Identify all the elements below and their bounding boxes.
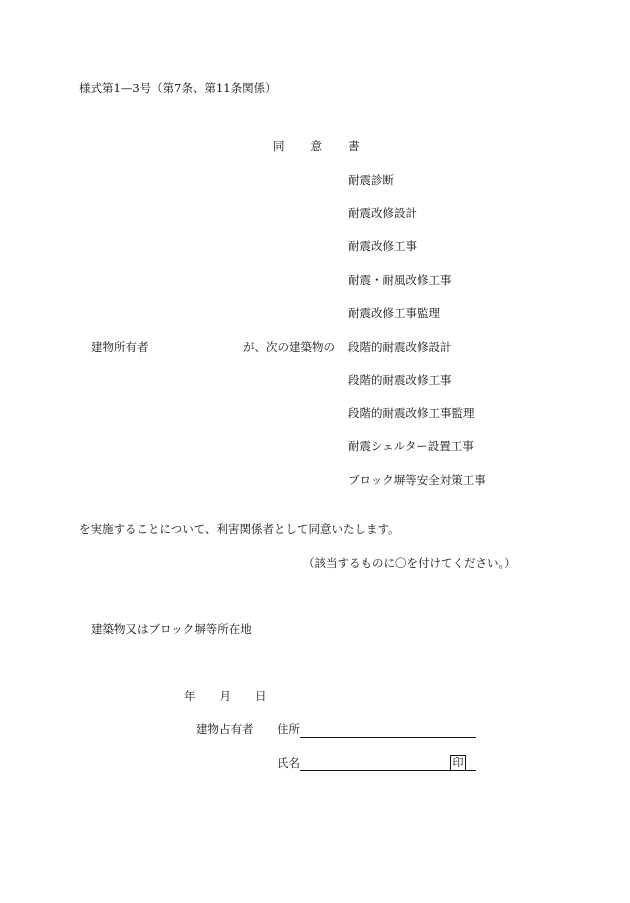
address-field[interactable]: [300, 737, 476, 738]
work-item: 段階的耐震改修設計: [348, 340, 452, 354]
form-number: 様式第1—3号（第7条、第11条関係）: [79, 81, 277, 95]
address-label: 住所: [277, 722, 300, 736]
owner-label: 建物所有者: [91, 340, 149, 354]
title-char: 書: [348, 139, 360, 153]
work-item: 耐震改修工事: [348, 239, 417, 253]
work-item: 耐震・耐風改修工事: [348, 273, 452, 287]
date-day-label: 日: [255, 689, 267, 703]
date-month-label: 月: [219, 689, 231, 703]
connector-text: が、次の建築物の: [243, 340, 335, 354]
date-line: [184, 689, 267, 703]
work-item: 段階的耐震改修工事: [348, 373, 452, 387]
seal-mark: 印: [450, 755, 466, 771]
title-char: 同: [273, 139, 285, 153]
instruction-note: （該当するものに〇を付けてください。）: [303, 556, 516, 570]
document-title: [273, 139, 360, 153]
work-item: 耐震診断: [348, 173, 394, 187]
date-year-label: 年: [184, 689, 196, 703]
consent-text: を実施することについて、利害関係者として同意いたします。: [79, 522, 400, 536]
work-item: ブロック塀等安全対策工事: [348, 473, 486, 487]
occupant-label: 建物占有者: [196, 722, 254, 736]
work-item: 耐震改修工事監理: [348, 306, 440, 320]
work-item: 段階的耐震改修工事監理: [348, 406, 475, 420]
work-item: 耐震シェルター設置工事: [348, 439, 474, 453]
location-label: 建築物又はブロック塀等所在地: [91, 622, 252, 636]
title-char: 意: [310, 139, 322, 153]
work-item: 耐震改修設計: [348, 206, 417, 220]
name-label: 氏名: [277, 756, 300, 770]
